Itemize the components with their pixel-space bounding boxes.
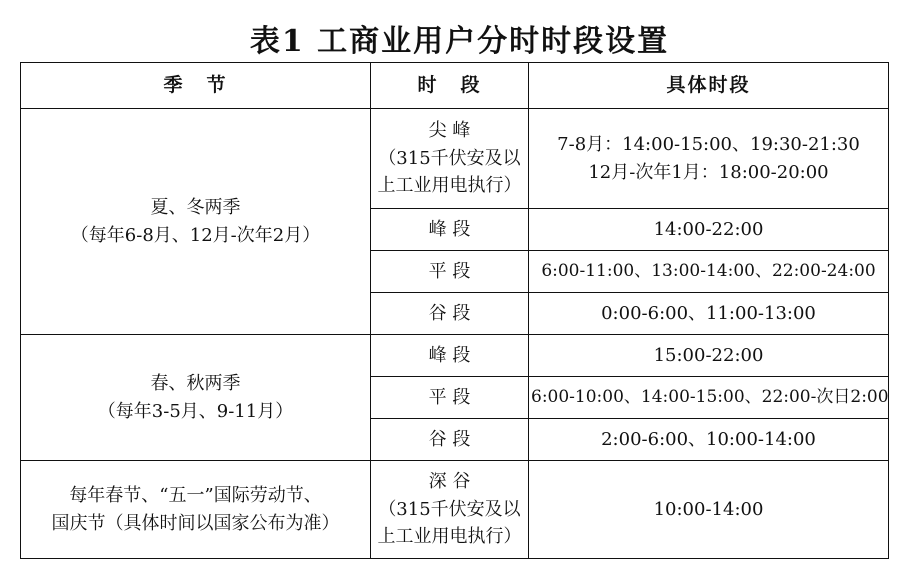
period-cell: 谷 段 (371, 419, 529, 461)
table-row (21, 461, 889, 559)
header-season: 季 节 (21, 63, 371, 109)
season-holidays: 每年春节、“五一”国际劳动节、 国庆节（具体时间以国家公布为准） (21, 461, 371, 559)
header-row (21, 63, 889, 109)
header-period: 时 段 (371, 63, 529, 109)
header-detail: 具体时段 (529, 63, 889, 109)
table-title: 表1 工商业用户分时时段设置 (249, 24, 670, 59)
season-summer-winter: 夏、冬两季 （每年6-8月、12月-次年2月） (21, 109, 371, 335)
period-cell: 峰 段 (371, 209, 529, 251)
detail-cell: 14:00-22:00 (529, 209, 889, 251)
period-cell: 深 谷 （315千伏安及以 上工业用电执行） (371, 461, 529, 559)
detail-cell: 2:00-6:00、10:00-14:00 (529, 419, 889, 461)
table-row (21, 335, 889, 377)
season-spring-autumn: 春、秋两季 （每年3-5月、9-11月） (21, 335, 371, 461)
period-cell: 平 段 (371, 377, 529, 419)
period-cell: 尖 峰 （315千伏安及以 上工业用电执行） (371, 109, 529, 209)
detail-cell: 7-8月：14:00-15:00、19:30-21:30 12月-次年1月：18:00-20:00 (529, 109, 889, 209)
detail-cell: 6:00-10:00、14:00-15:00、22:00-次日2:00 (529, 377, 889, 419)
period-cell: 平 段 (371, 251, 529, 293)
detail-cell: 15:00-22:00 (529, 335, 889, 377)
detail-cell: 10:00-14:00 (529, 461, 889, 559)
period-cell: 峰 段 (371, 335, 529, 377)
time-period-table (20, 62, 889, 559)
detail-cell: 0:00-6:00、11:00-13:00 (529, 293, 889, 335)
table-row (21, 109, 889, 209)
detail-cell: 6:00-11:00、13:00-14:00、22:00-24:00 (529, 251, 889, 293)
period-cell: 谷 段 (371, 293, 529, 335)
